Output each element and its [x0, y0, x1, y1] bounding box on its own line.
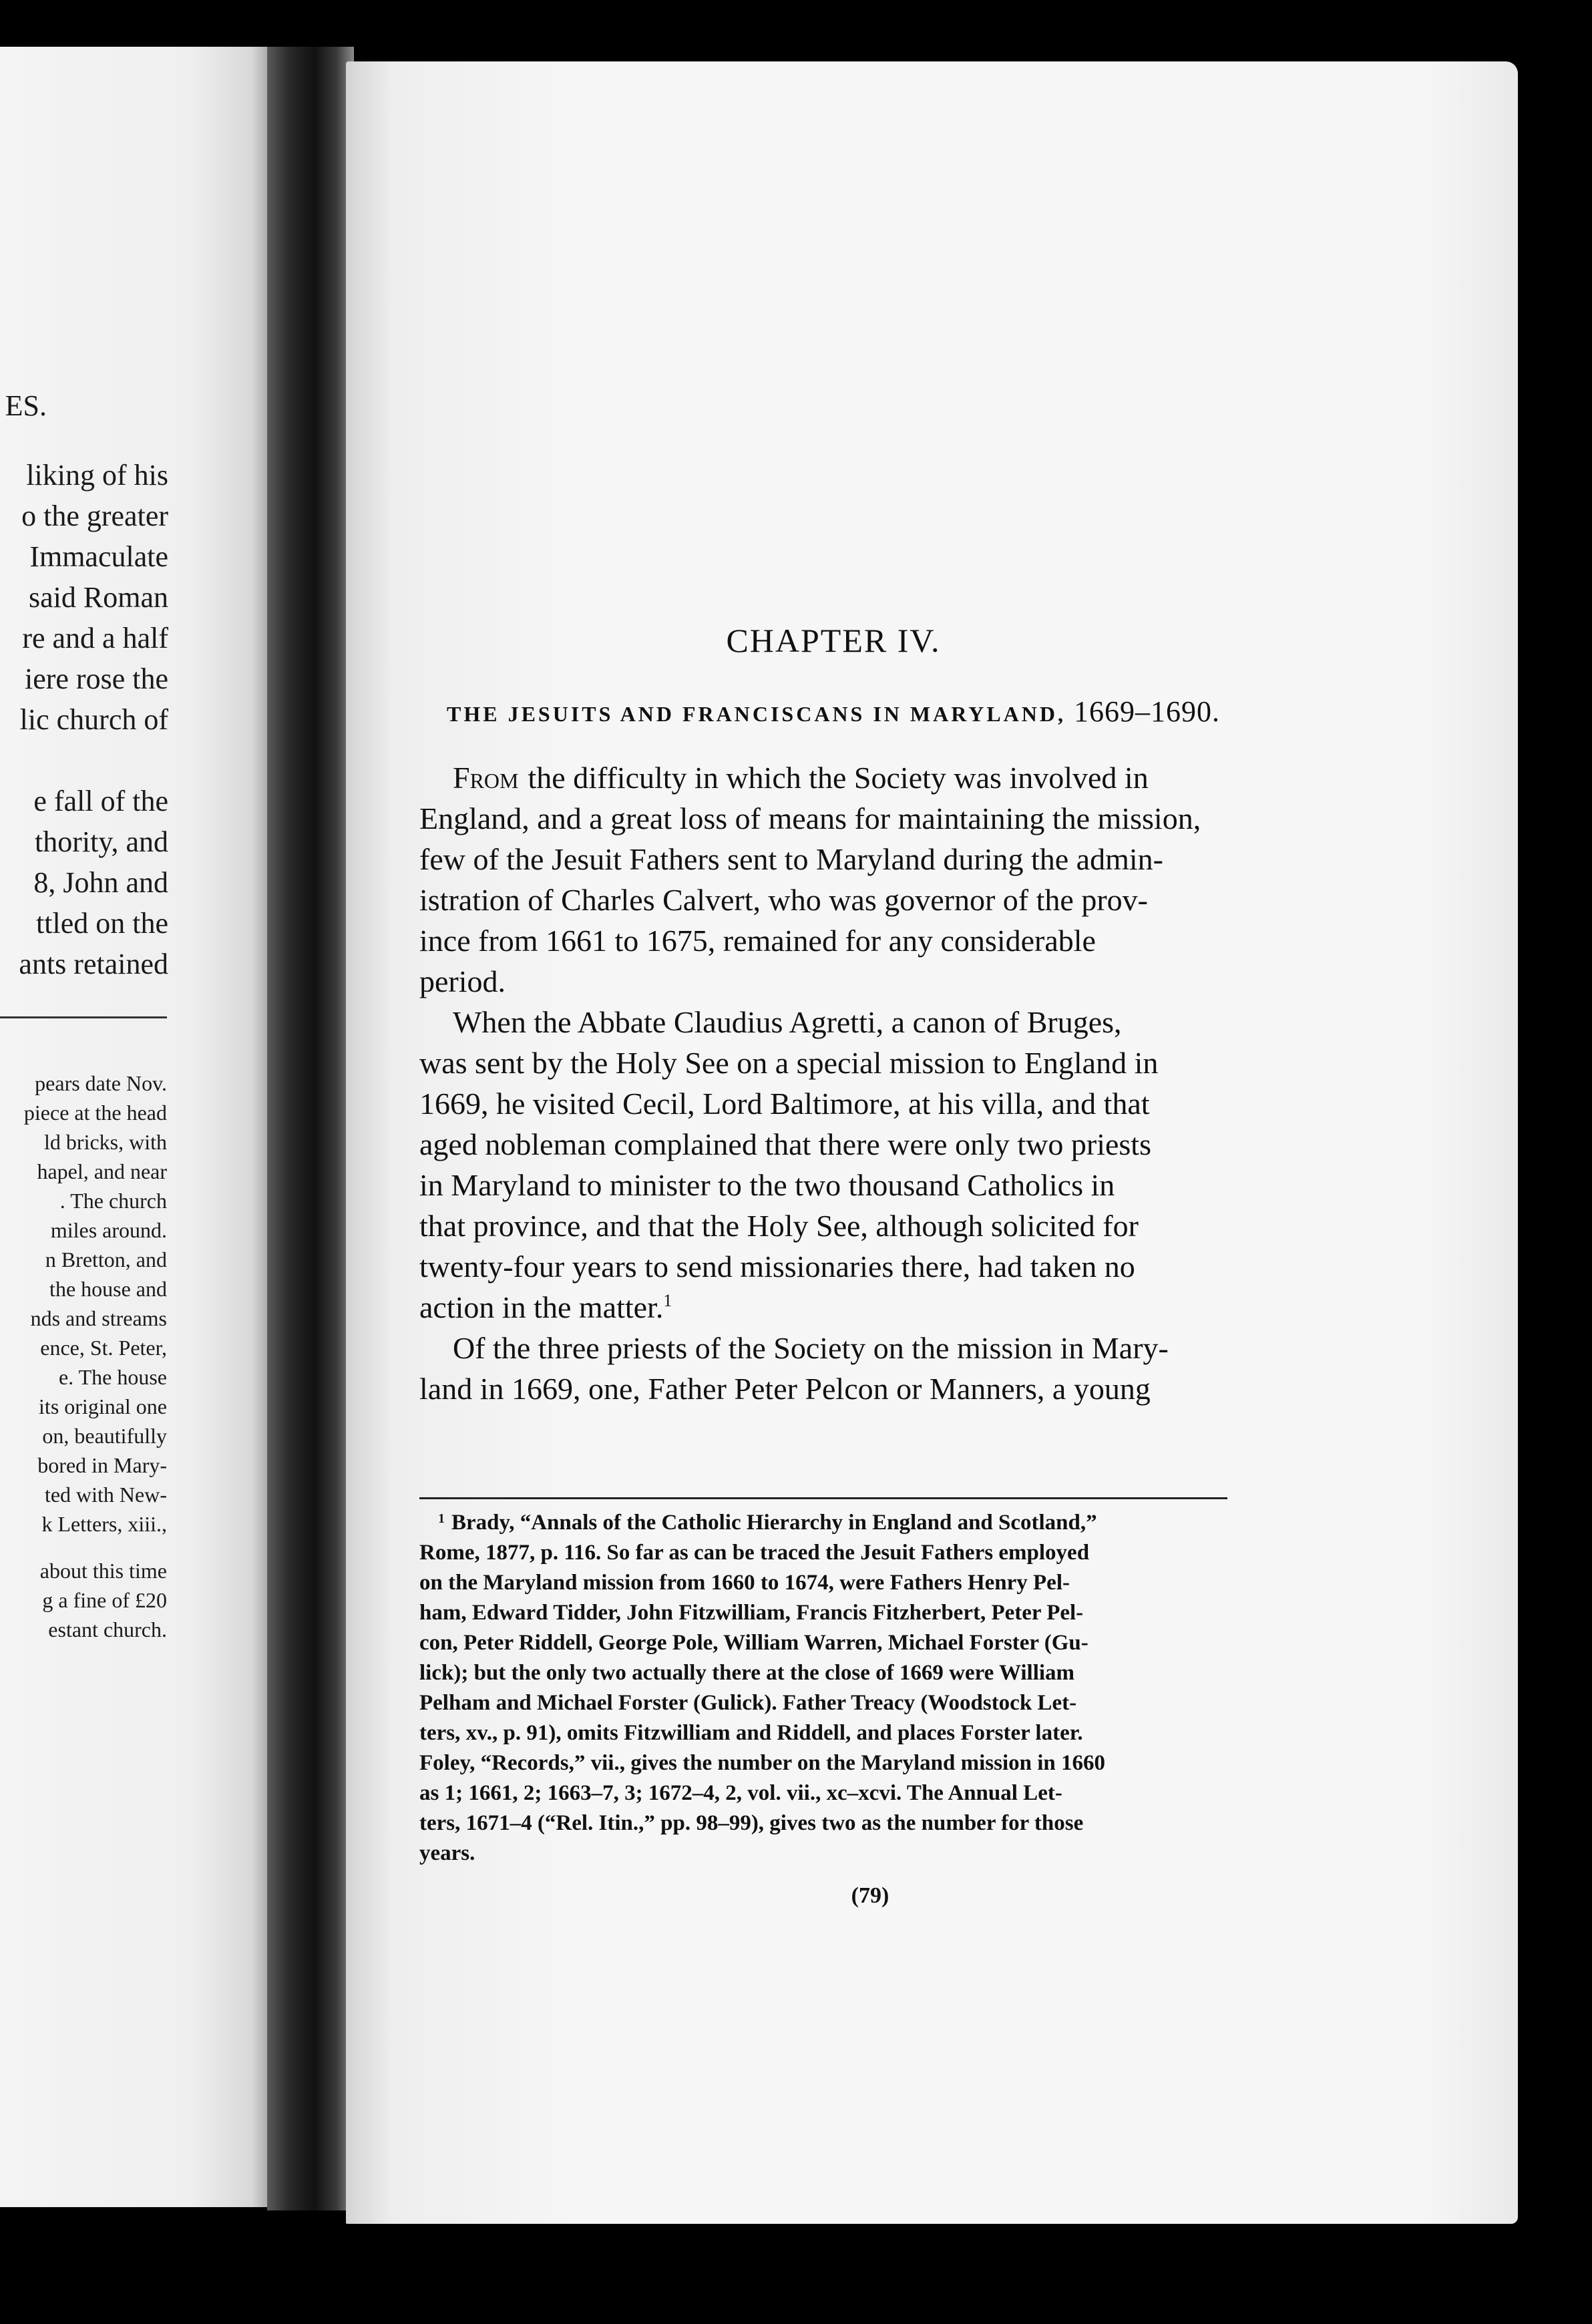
footnote-line: Rome, 1877, p. 116. So far as can be traced the Jesuit Fathers employed	[419, 1541, 1090, 1565]
left-line: 8, John and	[33, 866, 168, 899]
footnote-line: ham, Edward Tidder, John Fitzwilliam, Francis Fitzherbert, Peter Pel-	[419, 1601, 1084, 1625]
body-line: was sent by the Holy See on a special mission to England in	[419, 1046, 1159, 1080]
left-footnote-rule	[0, 1016, 167, 1018]
footnote-line: as 1; 1661, 2; 1663–7, 3; 1672–4, 2, vol. vii., xc–xcvi. The Annual Let-	[419, 1781, 1062, 1805]
body-line: ince from 1661 to 1675, remained for any considerable	[419, 924, 1096, 958]
footnote-line	[438, 1512, 1227, 1534]
footnote-line: Foley, “Records,” vii., gives the number on the Maryland mission in 1660	[419, 1751, 1105, 1775]
body-line	[453, 763, 1227, 793]
chapter-heading: CHAPTER IV.	[726, 622, 941, 659]
body-line-text: the difficulty in which the Society was involved in	[528, 761, 1149, 795]
left-footnote-line: miles around.	[50, 1218, 167, 1242]
footnote-line: ters, xv., p. 91), omits Fitzwilliam and Riddell, and places Forster later.	[419, 1721, 1083, 1745]
left-line: e fall of the	[33, 785, 168, 817]
page-number: (79)	[851, 1883, 889, 1908]
left-footnote-line: e. The house	[58, 1365, 167, 1389]
book-gutter-shadow	[267, 47, 354, 2210]
chapter-subtitle	[419, 695, 1247, 729]
left-running-head: ES.	[5, 389, 47, 422]
left-line: Immaculate	[29, 540, 168, 573]
footnote-rule	[419, 1497, 1227, 1499]
left-footnote-line: k Letters, xiii.,	[41, 1512, 167, 1536]
footnote-line: con, Peter Riddell, George Pole, William Warren, Michael Forster (Gu-	[419, 1631, 1088, 1655]
left-footnote-line: pears date Nov.	[35, 1071, 167, 1095]
body-line: 1669, he visited Cecil, Lord Baltimore, at his villa, and that	[419, 1087, 1150, 1121]
left-footnote-line: the house and	[49, 1277, 167, 1301]
footnote-line-text: Brady, “Annals of the Catholic Hierarchy in England and Scotland,”	[451, 1511, 1097, 1535]
footnote-line: ters, 1671–4 (“Rel. Itin.,” pp. 98–99), gives two as the number for those	[419, 1811, 1084, 1835]
footnote-line: lick); but the only two actually there at the close of 1669 were William	[419, 1661, 1075, 1685]
left-footnote-line: hapel, and near	[37, 1159, 167, 1183]
left-line: said Roman	[29, 581, 168, 614]
left-footnote-line: ence, St. Peter,	[40, 1336, 167, 1360]
left-footnote-line: nds and streams	[30, 1306, 167, 1330]
drop-word: From	[453, 761, 519, 795]
body-line: twenty-four years to send missionaries there, had taken no	[419, 1249, 1135, 1284]
left-footnote-line: g a fine of £20	[42, 1588, 167, 1612]
left-line: liking of his	[26, 459, 168, 492]
chapter-years: 1669–1690.	[1073, 695, 1220, 728]
left-footnote-line: n Bretton, and	[45, 1247, 167, 1272]
body-line-text: action in the matter.	[419, 1290, 664, 1324]
left-footnote-line: on, beautifully	[42, 1424, 167, 1448]
left-footnote-line: about this time	[39, 1559, 167, 1583]
footnote-reference[interactable]: 1	[663, 1291, 672, 1310]
right-page	[346, 61, 1518, 2224]
body-line: in Maryland to minister to the two thousand Catholics in	[419, 1168, 1115, 1202]
body-line: land in 1669, one, Father Peter Pelcon or Manners, a young	[419, 1372, 1151, 1406]
footnote-line: on the Maryland mission from 1660 to 1674, were Fathers Henry Pel-	[419, 1571, 1070, 1595]
left-line: iere rose the	[25, 662, 168, 695]
body-line: England, and a great loss of means for maintaining the mission,	[419, 801, 1201, 835]
left-footnote-line: ted with New-	[44, 1483, 167, 1507]
left-footnote-line: . The church	[59, 1189, 167, 1213]
body-line: period.	[419, 964, 506, 998]
left-line: o the greater	[21, 500, 168, 532]
left-line: thority, and	[35, 825, 168, 858]
left-footnote-line: piece at the head	[23, 1101, 167, 1125]
body-line: few of the Jesuit Fathers sent to Maryland during the admin-	[419, 842, 1163, 876]
chapter-subtitle-text: THE JESUITS AND FRANCISCANS IN MARYLAND,	[447, 702, 1066, 726]
left-line: lic church of	[19, 703, 168, 736]
left-line: ttled on the	[36, 907, 168, 940]
left-line: re and a half	[22, 622, 168, 654]
footnote-line: years.	[419, 1841, 475, 1865]
left-page	[0, 47, 274, 2207]
left-footnote-line: estant church.	[48, 1617, 167, 1641]
body-line: When the Abbate Claudius Agretti, a canon of Bruges,	[453, 1005, 1122, 1039]
body-line	[419, 1292, 1227, 1323]
left-footnote-line: ld bricks, with	[44, 1130, 167, 1154]
left-line: ants retained	[19, 948, 168, 980]
left-footnote-line: bored in Mary-	[37, 1453, 167, 1477]
footnote-line: Pelham and Michael Forster (Gulick). Father Treacy (Woodstock Let-	[419, 1691, 1077, 1715]
body-line: aged nobleman complained that there were only two priests	[419, 1127, 1151, 1161]
left-footnote-line: its original one	[39, 1394, 167, 1418]
body-line: that province, and that the Holy See, although solicited for	[419, 1209, 1139, 1243]
footnote-mark: 1	[438, 1511, 445, 1526]
body-line: Of the three priests of the Society on the mission in Mary-	[453, 1331, 1169, 1365]
body-line: istration of Charles Calvert, who was governor of the prov-	[419, 883, 1148, 917]
